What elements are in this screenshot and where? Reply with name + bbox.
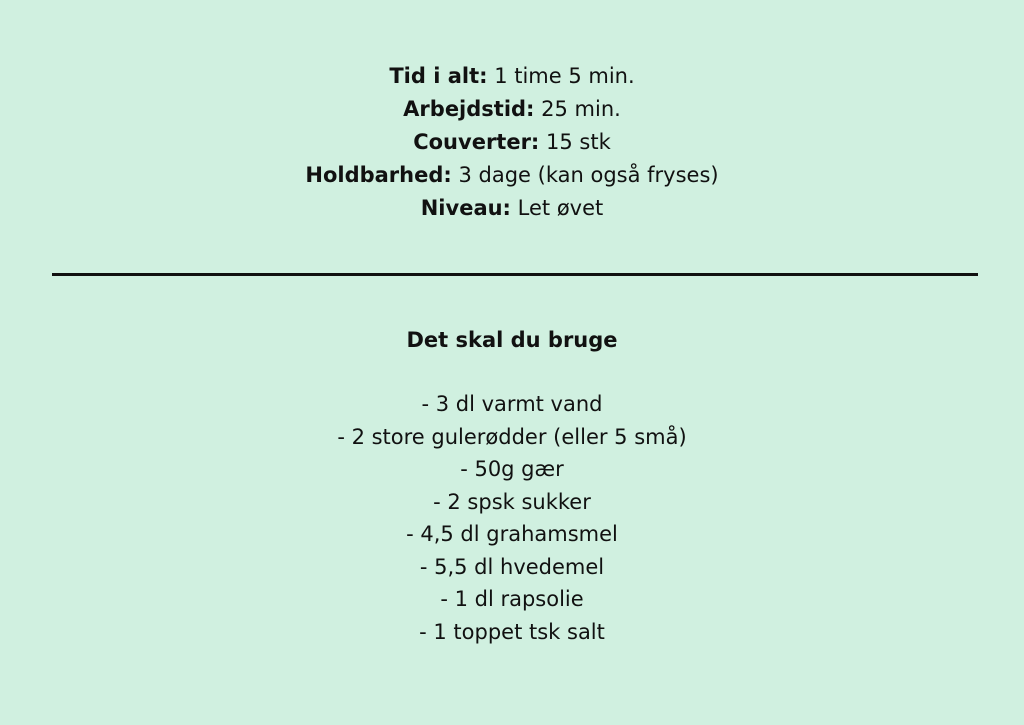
info-value: 1 time 5 min. — [494, 64, 635, 88]
info-row-level — [0, 192, 1024, 225]
ingredients-title: Det skal du bruge — [406, 328, 618, 352]
info-label: Holdbarhed: — [305, 163, 452, 187]
ingredient-item: - 2 spsk sukker — [433, 489, 591, 514]
info-value: 25 min. — [541, 97, 621, 121]
info-value: 3 dage (kan også fryses) — [458, 163, 719, 187]
info-row-work-time — [0, 93, 1024, 126]
ingredient-item: - 2 store gulerødder (eller 5 små) — [337, 424, 687, 449]
ingredient-item: - 1 toppet tsk salt — [419, 619, 605, 644]
info-label: Tid i alt: — [389, 64, 488, 88]
ingredient-item: - 3 dl varmt vand — [421, 392, 603, 416]
info-row-servings — [0, 126, 1024, 159]
recipe-info-block — [0, 60, 1024, 225]
ingredient-item: - 4,5 dl grahamsmel — [406, 522, 618, 546]
info-label: Couverter: — [413, 130, 540, 154]
info-value: Let øvet — [517, 196, 604, 220]
info-label: Arbejdstid: — [403, 97, 535, 121]
ingredient-item: - 1 dl rapsolie — [440, 587, 584, 611]
info-row-total-time — [0, 60, 1024, 93]
ingredients-list — [0, 388, 1024, 648]
ingredient-item: - 50g gær — [460, 457, 564, 481]
info-label: Niveau: — [420, 196, 511, 220]
info-value: 15 stk — [546, 130, 611, 154]
ingredient-item: - 5,5 dl hvedemel — [419, 554, 605, 579]
section-divider — [52, 273, 978, 276]
info-row-shelf-life — [0, 159, 1024, 192]
